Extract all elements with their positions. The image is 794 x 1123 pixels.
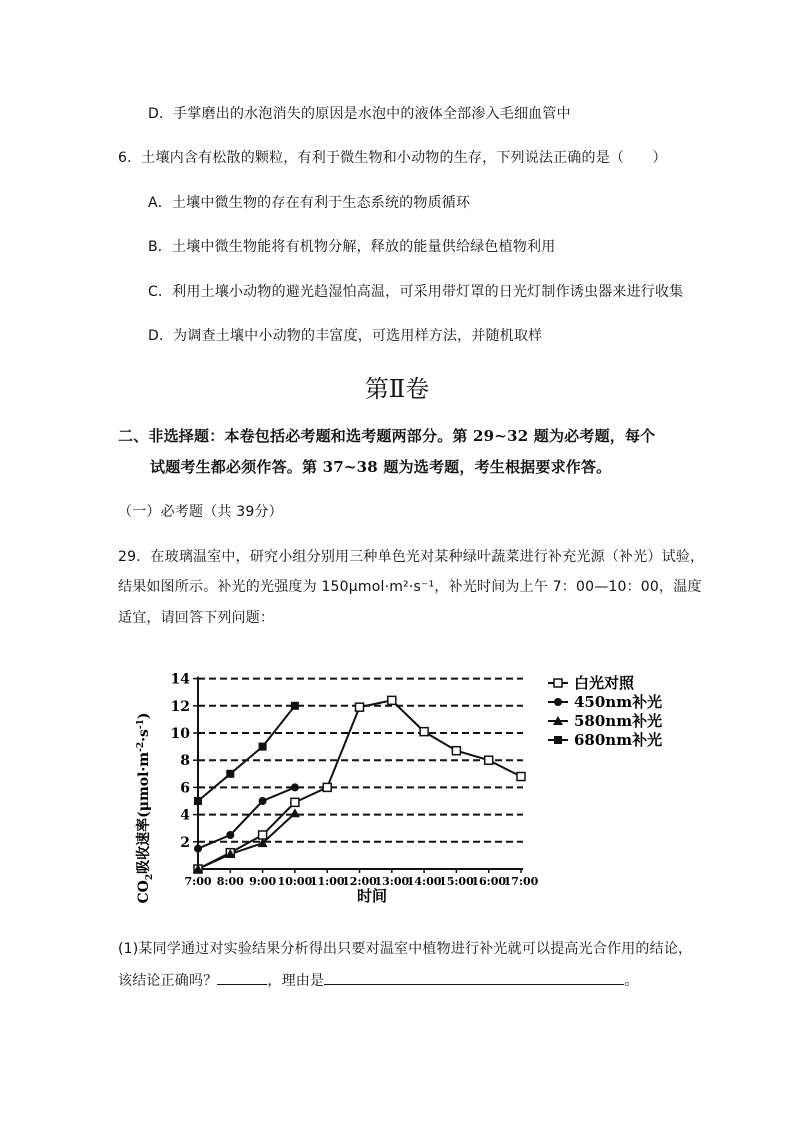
- data-point-circle: [259, 797, 267, 805]
- data-point-circle: [554, 698, 562, 706]
- part2-instruction-line2: 试题考生都必须作答。第 37~38 题为选考题，考生根据要求作答。: [150, 458, 612, 476]
- data-point-circle: [226, 831, 234, 839]
- legend-label: 680nm补光: [574, 731, 663, 749]
- y-tick-label: 8: [180, 753, 190, 770]
- y-tick-label: 14: [170, 671, 190, 688]
- data-point-filled-square: [259, 743, 267, 751]
- legend-label: 白光对照: [574, 674, 635, 692]
- data-point-open-square: [291, 798, 299, 806]
- data-point-filled-square: [194, 797, 202, 805]
- data-point-open-square: [554, 679, 562, 687]
- x-tick-label: 12:00: [342, 875, 377, 888]
- x-tick-label: 7:00: [184, 875, 212, 888]
- x-tick-label: 14:00: [406, 875, 442, 888]
- x-tick-label: 16:00: [471, 875, 507, 888]
- data-point-open-square: [420, 728, 428, 736]
- x-tick-label: 17:00: [503, 875, 539, 888]
- data-point-open-square: [452, 747, 460, 755]
- y-tick-label: 4: [180, 807, 190, 824]
- q29-sub1-line2: [118, 970, 638, 990]
- data-point-circle: [194, 845, 202, 853]
- data-point-open-square: [485, 756, 493, 764]
- legend-label: 580nm补光: [574, 712, 663, 730]
- subsection-title: （一）必考题（共 39分）: [118, 504, 283, 520]
- q6-option-d: D．为调查土壤中小动物的丰富度，可选用样方法，并随机取样: [148, 328, 543, 344]
- answer-blank-1[interactable]: [217, 972, 267, 985]
- co2-uptake-chart: [120, 645, 680, 915]
- x-tick-label: 13:00: [374, 875, 410, 888]
- q29-stem-line2: 结果如图所示。补光的光强度为 150μmol·m²·s⁻¹，补光时间为上午 7：00—10：00，温度: [118, 579, 702, 595]
- q6-option-b: B．土壤中微生物能将有机物分解，释放的能量供给绿色植物利用: [148, 239, 556, 255]
- data-point-open-square: [259, 831, 267, 839]
- x-tick-label: 11:00: [309, 875, 345, 888]
- x-tick-label: 15:00: [439, 875, 474, 888]
- data-point-triangle: [290, 808, 300, 817]
- q6-option-a: A．土壤中微生物的存在有利于生态系统的物质循环: [148, 195, 471, 211]
- q29-sub1-reason-label: ，理由是: [267, 973, 325, 989]
- x-tick-label: 10:00: [277, 875, 313, 888]
- series-line: [198, 700, 521, 869]
- data-point-circle: [291, 783, 299, 791]
- legend-label: 450nm补光: [574, 693, 663, 711]
- y-axis-label: $CO_2$吸收速率$(\mu mol\cdot m^{-2}\cdot s^{-1})$: [136, 712, 155, 904]
- x-tick-label: 8:00: [216, 875, 244, 888]
- y-tick-label: 6: [180, 780, 190, 797]
- q29-stem-line3: 适宜，请回答下列问题：: [118, 610, 275, 626]
- data-point-filled-square: [554, 736, 562, 744]
- data-point-filled-square: [226, 770, 234, 778]
- y-tick-label: 10: [170, 726, 190, 742]
- q29-sub1-end: 。: [624, 973, 639, 989]
- q29-stem-line1: 29．在玻璃温室中，研究小组分别用三种单色光对某种绿叶蔬菜进行补充光源（补光）试验，: [118, 549, 705, 565]
- q29-sub1-prompt: 该结论正确吗？: [118, 973, 218, 989]
- data-point-open-square: [356, 703, 364, 711]
- data-point-open-square: [323, 783, 331, 791]
- q6-option-c: C．利用土壤小动物的避光趋湿怕高温，可采用带灯罩的日光灯制作诱虫器来进行收集: [148, 284, 684, 300]
- y-tick-label: 2: [180, 834, 190, 851]
- section-title: 第Ⅱ卷: [364, 375, 430, 403]
- y-tick-label: 12: [170, 698, 190, 715]
- x-tick-label: 9:00: [249, 875, 277, 888]
- data-point-open-square: [517, 773, 525, 781]
- answer-blank-2[interactable]: [324, 972, 624, 985]
- q6-stem: 6．土壤内含有松散的颗粒，有利于微生物和小动物的生存，下列说法正确的是（ ）: [118, 150, 667, 166]
- prev-option-d: D．手掌磨出的水泡消失的原因是水泡中的液体全部渗入毛细血管中: [148, 106, 571, 122]
- data-point-open-square: [388, 696, 396, 704]
- part2-instruction-line1: 二、非选择题：本卷包括必考题和选考题两部分。第 29~32 题为必考题，每个: [118, 427, 656, 445]
- data-point-filled-square: [291, 702, 299, 710]
- x-axis-label: 时间: [356, 887, 388, 905]
- q29-sub1-line1: (1)某同学通过对实验结果分析得出只要对温室中植物进行补光就可以提高光合作用的结论，: [118, 941, 693, 957]
